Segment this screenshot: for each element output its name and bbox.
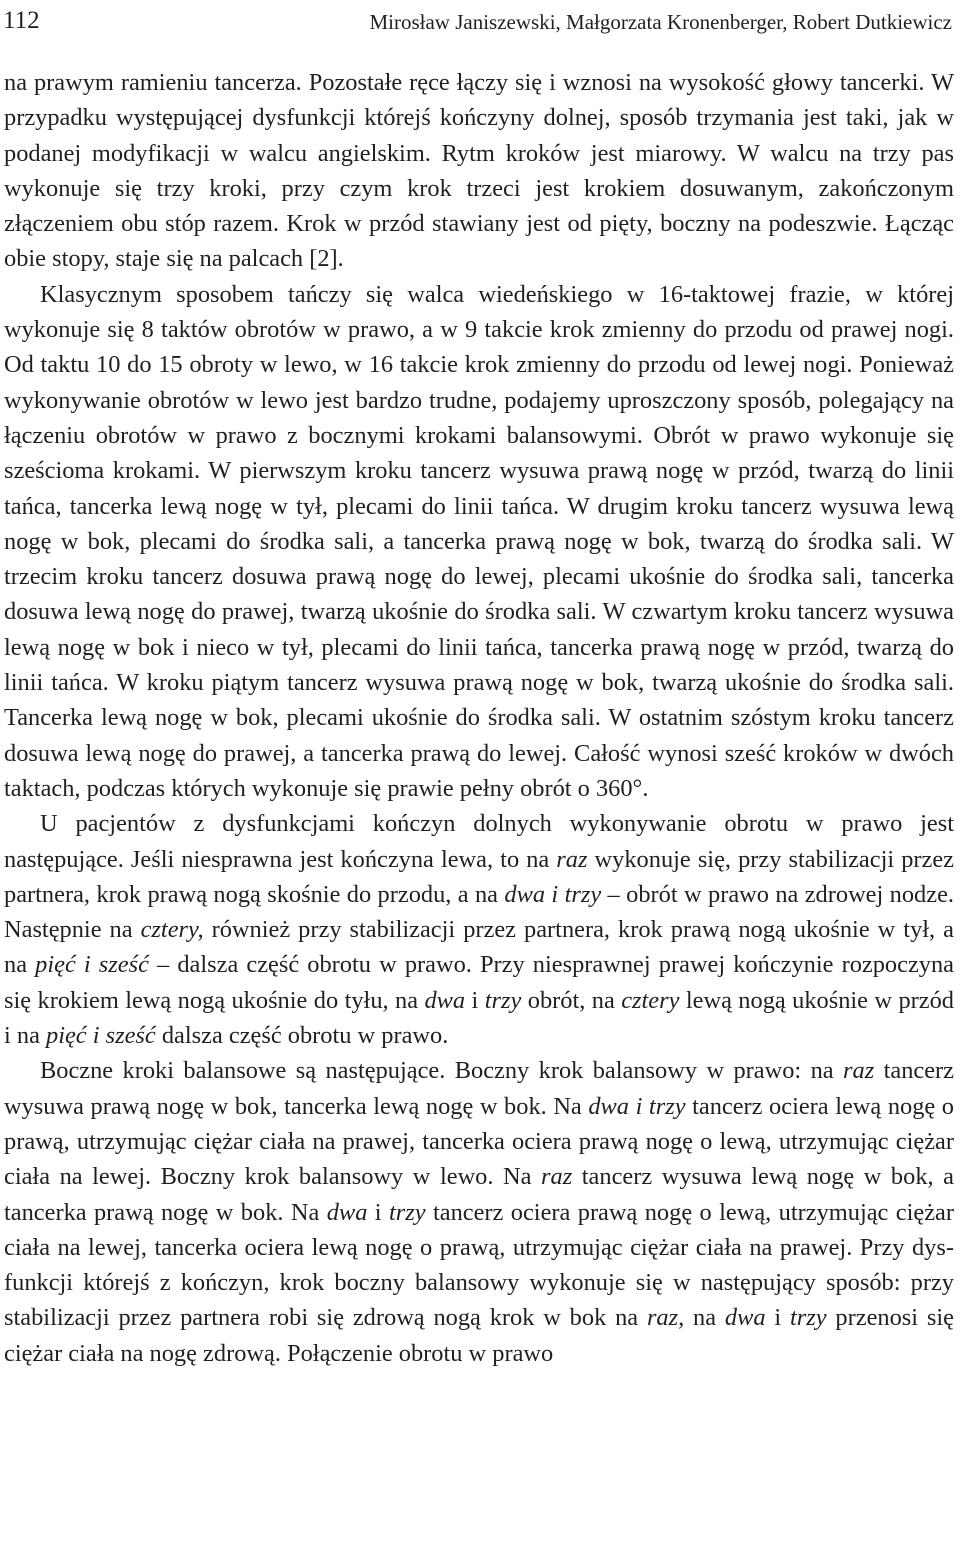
paragraph-3-emphasis: cztery,: [140, 916, 204, 944]
body-text: [4, 65, 954, 1371]
page-number: 112: [3, 7, 40, 34]
paragraph-4-emphasis: raz,: [646, 1304, 685, 1332]
paragraph-4-text: i: [765, 1304, 791, 1332]
paragraph-4-emphasis: dwa i trzy: [588, 1092, 686, 1120]
paragraph-3-text: – obrót w prawo na zdrowej nodze. Następnie na: [4, 880, 955, 944]
paragraph-4-text: i: [367, 1198, 389, 1226]
paragraph-4: [4, 1053, 954, 1371]
paragraph-4-emphasis: trzy: [388, 1198, 426, 1226]
paragraph-4-text: przenosi się ciężar ciała na nogę zdrową. Połączenie obrotu w prawo: [4, 1304, 954, 1367]
paragraph-4-emphasis: raz: [843, 1057, 875, 1085]
running-head-authors: Mirosław Janiszewski, Małgorzata Kronenberger, Robert Dutkiewicz: [369, 10, 952, 34]
paragraph-2: Klasycznym sposobem tańczy się walca wiedeńskiego w 16-taktowej frazie, w której wykonuje się 8 taktów obrotów w prawo, a w 9 takcie krok zmienny do przodu od prawej nogi. Od taktu 10 do 15 obroty w lewo, w 16 takcie krok zmienny do przodu od lewej nogi. Ponieważ wykonywanie obrotów w lewo jest bardzo trudne, podajemy uproszczony sposób, polegający na łączeniu obrotów w prawo z bocznymi krokami balansowymi. Obrót w prawo wykonuje się sześcioma krokami. W pierwszym kroku tancerz wysuwa prawą nogę w przód, twarzą do linii tańca, tancerka lewą nogę w tył, plecami do linii tańca. W drugim kroku tancerz wysuwa lewą nogę w bok, plecami do środka sali, a tancerka prawą nogę w bok, twarzą do środka sali. W trzecim kroku tancerz dosuwa prawą nogę do lewej, plecami ukośnie do środka sali, tancerka dosuwa lewą nogę do prawej, twarzą ukośnie do środka sali. W czwartym kroku tancerz wysuwa lewą nogę w bok i nieco w tył, plecami do linii tańca, tancerka prawą nogę w przód, twarzą do linii tańca. W kroku piątym tancerz wysuwa prawą nogę w bok, twarzą ukośnie do środka sali. Tancerka lewą nogę w bok, plecami ukośnie do środka sali. W ostatnim szóstym kroku tancerz dosuwa lewą nogę do prawej, a tancerka prawą do lewej. Całość wynosi sześć kroków w dwóch taktach, podczas których wykonuje się prawie pełny obrót o 360°.: [4, 280, 954, 802]
paragraph-3-text: dalsza część obrotu w prawo.: [155, 1022, 449, 1050]
paragraph-4-text: tancerz wysuwa prawą nogę w bok, tancerka lewą nogę w bok. Na: [4, 1057, 954, 1120]
paragraph-4-text: Boczne kroki balansowe są następujące. Boczny krok balansowy w prawo: na: [40, 1057, 844, 1085]
paragraph-3-emphasis: dwa: [424, 986, 466, 1014]
paragraph-3-emphasis: trzy: [484, 986, 522, 1014]
paragraph-3-text: i: [465, 986, 485, 1014]
paragraph-4-text: tancerz ociera prawą nogę o lewą, utrzymując ciężar ciała na lewej, tancerka ociera lewą nogę o prawą, utrzymując ciężar ciała na prawej. Przy dysfunkcji którejś z kończyn, krok boczny balansowy wykonuje się w następujący sposób: przy stabilizacji przez partnera robi się zdrową nogą krok w bok na: [4, 1198, 954, 1332]
paragraph-3-emphasis: cztery: [621, 986, 680, 1014]
paragraph-3-emphasis: pięć i sześć: [46, 1022, 156, 1050]
paragraph-3-emphasis: pięć i sześć: [35, 951, 149, 979]
paragraph-4-emphasis: dwa: [724, 1304, 766, 1332]
paragraph-3-text: U pacjentów z dysfunkcjami kończyn dolnych wykonywanie obrotu w prawo jest następujące. Jeśli niesprawna jest kończyna lewa, to na: [4, 810, 954, 873]
paragraph-3-text: wykonuje się, przy stabilizacji przez partnera, krok prawą nogą skośnie do przodu, a na: [4, 845, 954, 908]
paragraph-4-text: tancerz ociera lewą nogę o prawą, utrzymując ciężar ciała na prawej, tancerka ociera prawą nogę o lewą, utrzymując ciężar ciała na lewej. Boczny krok balansowy w lewo. Na: [4, 1092, 955, 1191]
paragraph-4-text: tancerz wysuwa lewą nogę w bok, a tancerka prawą nogę w bok. Na: [4, 1163, 954, 1226]
page-header: [3, 6, 952, 36]
paragraph-3: [4, 806, 954, 1053]
paragraph-4-emphasis: dwa: [326, 1198, 368, 1226]
paragraph-3-text: również przy stabilizacji przez partnera, krok prawą nogą ukośnie w tył, a na: [4, 916, 954, 979]
paragraph-3-text: obrót, na: [521, 986, 622, 1014]
paragraph-1: na prawym ramieniu tancerza. Pozostałe ręce łączy się i wznosi na wysokość głowy tancerki. W przypadku występującej dysfunkcji którejś kończyny dolnej, sposób trzymania jest taki, jak w podanej modyfikacji w walcu angielskim. Rytm kroków jest miarowy. W walcu na trzy pas wykonuje się trzy kroki, przy czym krok trzeci jest krokiem dosuwanym, zakończonym złączeniem obu stóp razem. Krok w przód stawiany jest od pięty, boczny na podeszwie. Łącząc obie stopy, staje się na palcach [2].: [4, 69, 954, 273]
paragraph-3-emphasis: dwa i trzy: [504, 880, 602, 908]
paragraph-4-emphasis: raz: [541, 1163, 573, 1191]
paragraph-4-emphasis: trzy: [790, 1304, 827, 1332]
paragraph-3-emphasis: raz: [556, 845, 588, 873]
paragraph-4-text: na: [684, 1304, 725, 1332]
paragraph-3-text: lewą nogą ukośnie w przód i na: [4, 986, 954, 1050]
paragraph-3-text: – dalsza część obrotu w prawo. Przy niesprawnej prawej kończynie rozpoczyna się krokiem lewą nogą ukośnie do tyłu, na: [4, 951, 954, 1014]
